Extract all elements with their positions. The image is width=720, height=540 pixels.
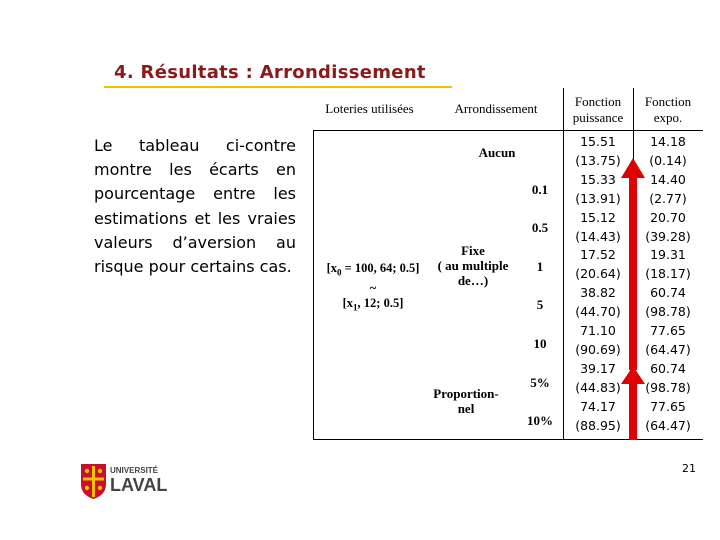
expo-cell: 77.65 [650, 398, 686, 414]
fixe-value: 10 [533, 336, 547, 351]
puissance-cell: (44.70) [575, 304, 621, 320]
expo-cell: (98.78) [645, 379, 691, 395]
puissance-cell: (90.69) [575, 341, 621, 357]
page-number: 21 [682, 462, 696, 475]
expo-cell: 19.31 [650, 247, 686, 263]
body-paragraph: Le tableau ci-contre montre les écarts en pourcentage entre les estimations et les vraies valeurs d’aversion au risque pour certains cas. [94, 136, 296, 277]
expo-cell: (98.78) [645, 304, 691, 320]
loterie-tilde: ~ [369, 280, 377, 295]
loterie-description [317, 261, 429, 315]
puissance-cell: 17.52 [580, 247, 616, 263]
header-puissance-line2: puissance [572, 110, 624, 125]
column-rule-1 [313, 130, 314, 440]
aucun-label: Aucun [478, 145, 516, 160]
expo-cell: (0.14) [649, 152, 687, 168]
puissance-cell: (13.91) [575, 190, 621, 206]
logo-line1: UNIVERSITÉ [110, 466, 159, 475]
expo-cell: 20.70 [650, 209, 686, 225]
expo-cell: 60.74 [650, 285, 686, 301]
header-expo [633, 94, 703, 126]
prop-value: 5% [530, 375, 550, 390]
puissance-cell: (14.43) [575, 228, 621, 244]
up-arrow-icon [620, 158, 646, 370]
expo-cell: (18.17) [645, 266, 691, 282]
proportionnel-line2: nel [457, 401, 475, 416]
puissance-cell: 39.17 [580, 360, 616, 376]
expo-cell: 14.40 [650, 171, 686, 187]
fixe-line3: de…) [457, 273, 489, 288]
results-table [313, 88, 703, 448]
fixe-value: 0.5 [531, 220, 549, 235]
expo-cell: 60.74 [650, 360, 686, 376]
university-logo [80, 462, 168, 500]
expo-cell: (64.47) [645, 417, 691, 433]
expo-cell: 77.65 [650, 323, 686, 339]
loterie-line2: [$x_1$, 12; 0.5] [342, 295, 404, 312]
puissance-cell: 38.82 [580, 285, 616, 301]
header-puissance [563, 94, 633, 126]
expo-cell: (64.47) [645, 341, 691, 357]
puissance-cell: 15.51 [580, 134, 616, 149]
fixe-line2: ( au multiple [437, 258, 509, 273]
header-arrondissement: Arrondissement [454, 101, 538, 116]
prop-value: 10% [527, 413, 553, 428]
header-puissance-line1: Fonction [574, 94, 622, 109]
expo-cell: 14.18 [650, 134, 686, 149]
fixe-label [425, 243, 521, 288]
puissance-cell: 15.33 [580, 171, 616, 187]
header-rule [313, 130, 703, 131]
fixe-value: 5 [536, 297, 544, 312]
puissance-cell: (13.75) [575, 152, 621, 168]
header-expo-line2: expo. [653, 110, 683, 125]
slide-title: 4. Résultats : Arrondissement [114, 62, 426, 83]
puissance-cell: 15.12 [580, 209, 616, 225]
expo-cell: (39.28) [645, 228, 691, 244]
header-expo-line1: Fonction [644, 94, 692, 109]
expo-cell: (2.77) [649, 190, 687, 206]
puissance-cell: (20.64) [575, 266, 621, 282]
logo-line2: LAVAL [110, 475, 168, 495]
puissance-cell: 74.17 [580, 398, 616, 414]
fixe-value: 0.1 [531, 182, 549, 197]
proportionnel-label [431, 386, 501, 416]
header-loteries: Loteries utilisées [325, 101, 414, 116]
proportionnel-line1: Proportion- [433, 386, 499, 401]
puissance-cell: (88.95) [575, 417, 621, 433]
loterie-line1: [$x_0 = 100$, 64; 0.5] [326, 261, 420, 278]
up-arrow-icon [620, 366, 646, 440]
fixe-line1: Fixe [461, 243, 485, 258]
puissance-cell: 71.10 [580, 323, 616, 339]
fixe-value: 1 [536, 259, 544, 274]
puissance-cell: (44.83) [575, 379, 621, 395]
